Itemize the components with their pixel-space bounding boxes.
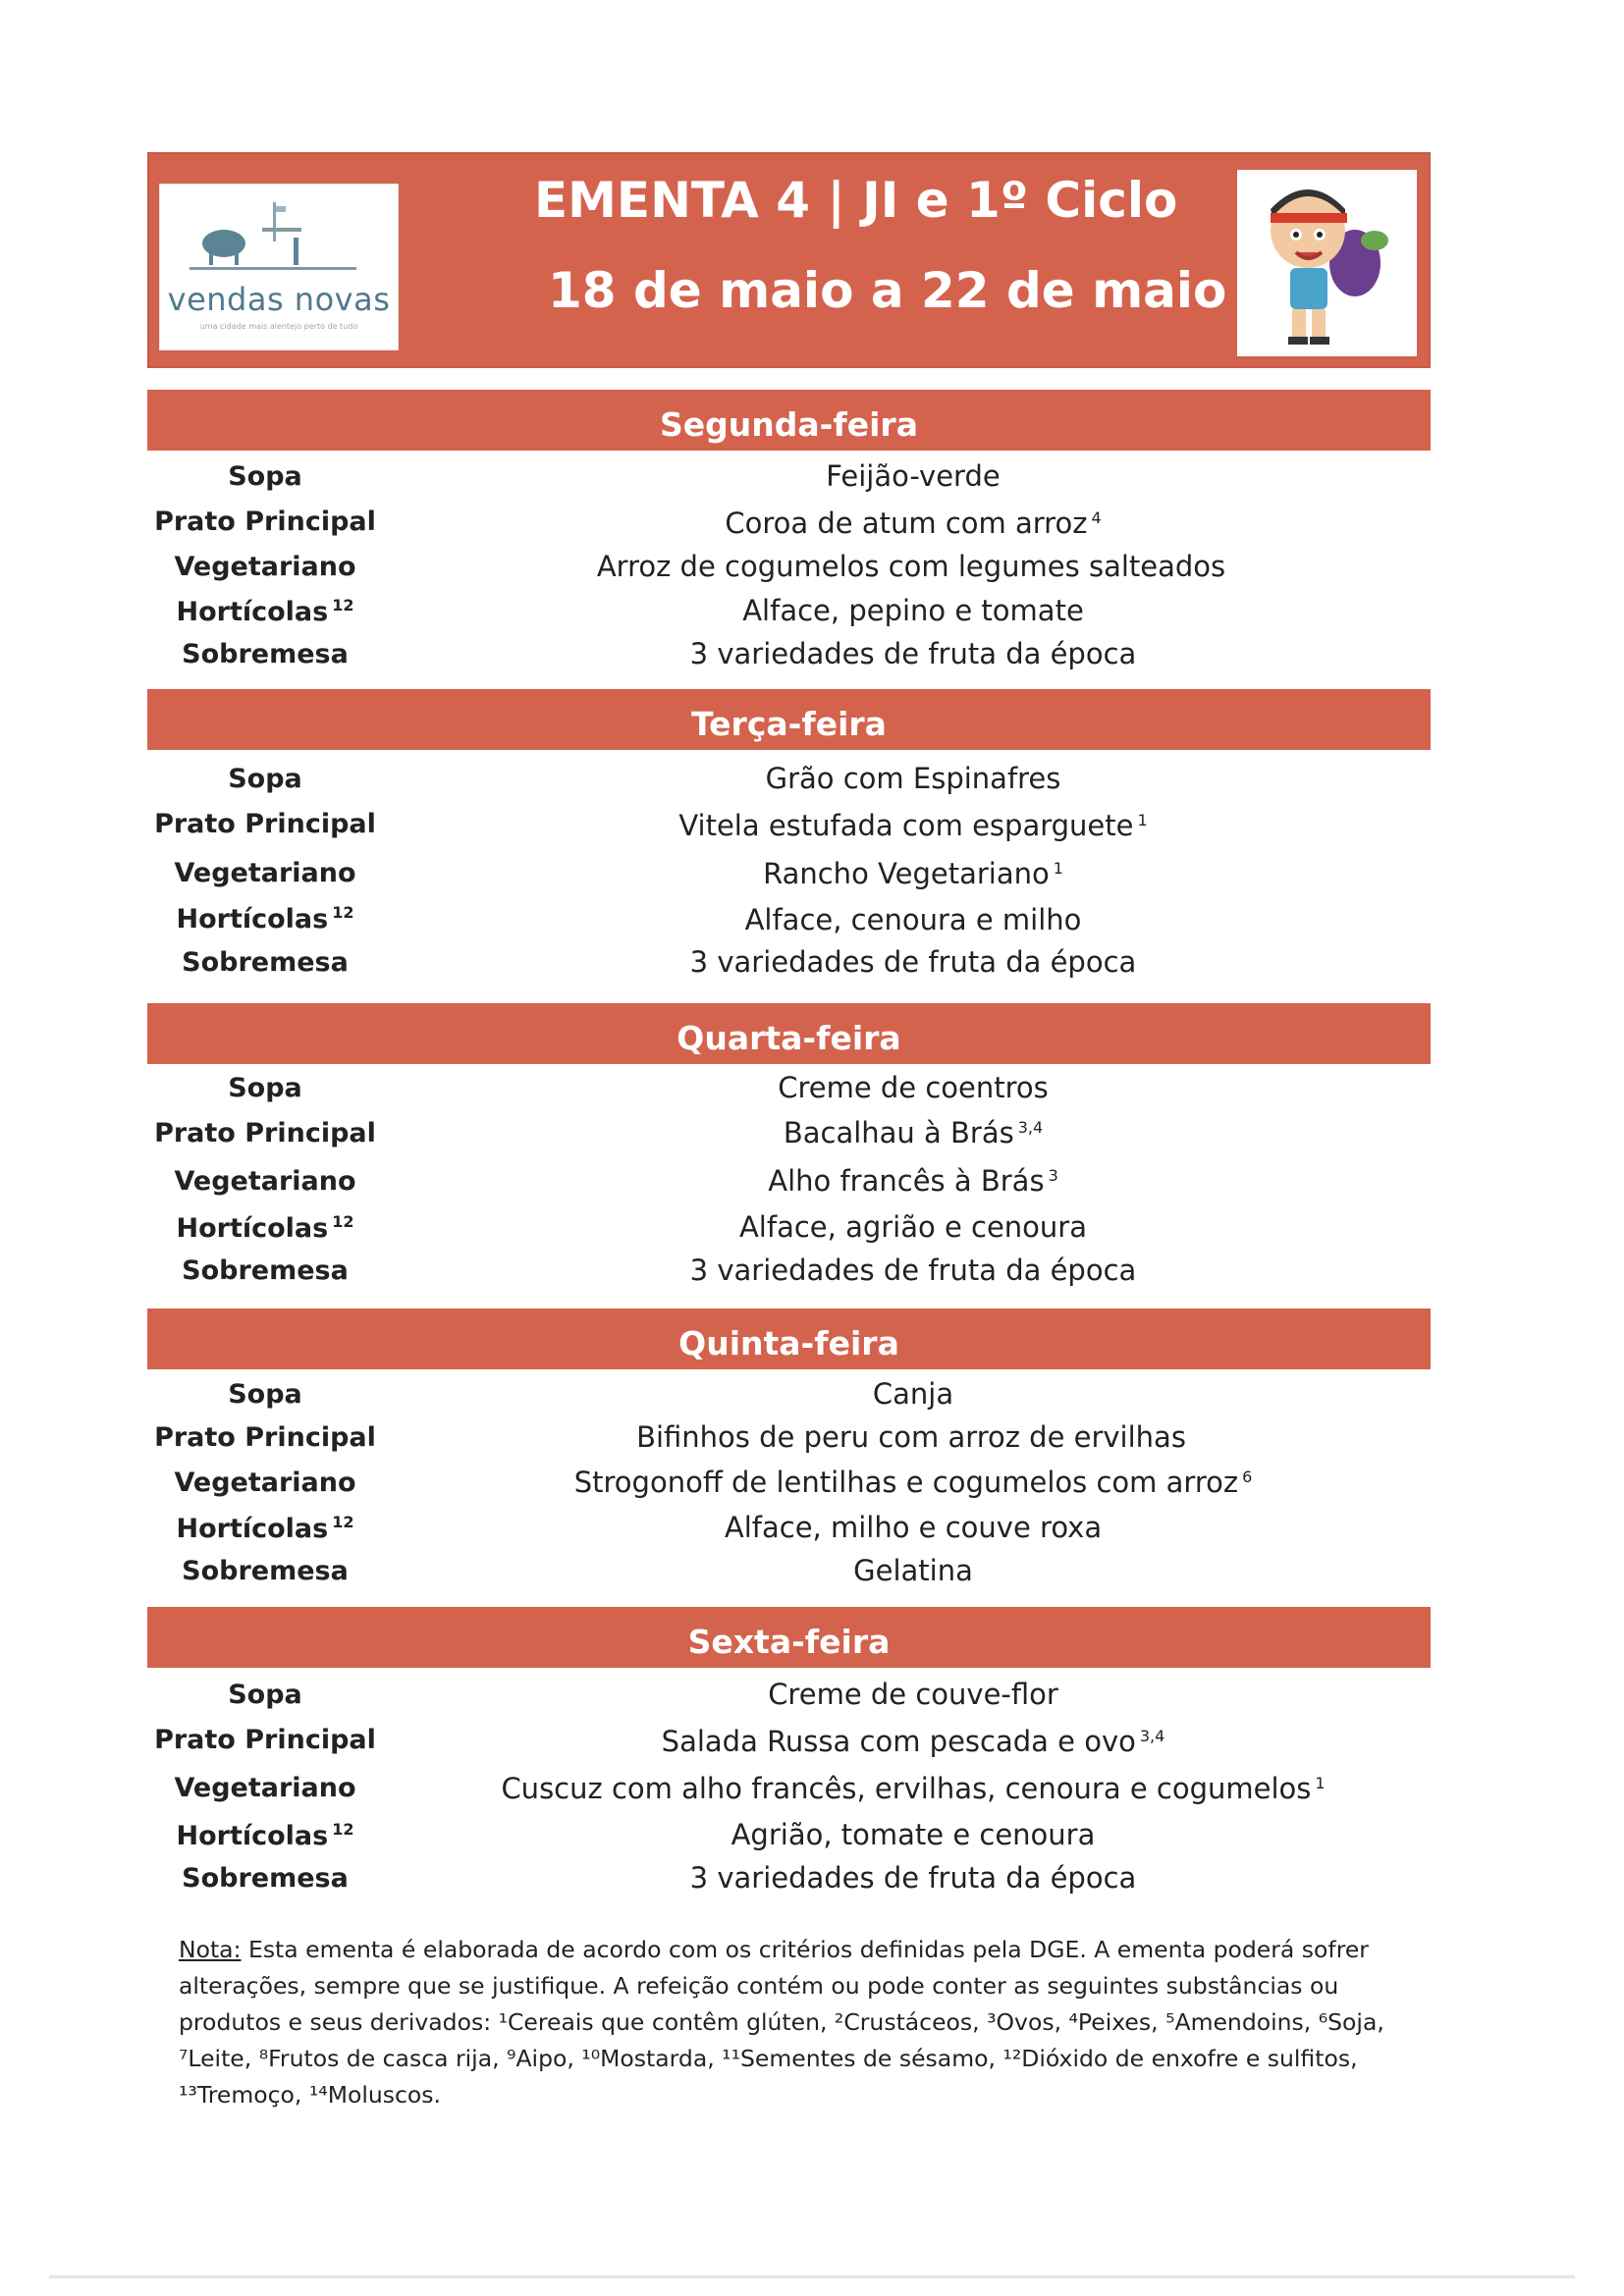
label-horticolas: Hortícolas $^{12}$ <box>176 1513 354 1544</box>
menu-title: EMENTA 4 | JI e 1º Ciclo <box>534 172 1178 229</box>
value-prato: Coroa de atum com arroz $^4$ <box>725 507 1102 540</box>
value-sopa: Feijão-verde <box>826 459 1001 493</box>
label-horticolas: Hortícolas $^{12}$ <box>176 1212 354 1244</box>
value-sobremesa: Gelatina <box>853 1554 973 1587</box>
day-header-quinta: Quinta-feira <box>147 1308 1431 1369</box>
header-banner <box>147 152 1431 368</box>
logo-tagline: uma cidade mais alentejo perto de tudo <box>199 322 358 331</box>
label-sobremesa: Sobremesa <box>182 1255 349 1286</box>
kid-with-eggplant-icon <box>1237 170 1417 356</box>
label-horticolas: Hortícolas $^{12}$ <box>176 903 354 934</box>
municipality-logo <box>159 184 399 350</box>
label-sobremesa: Sobremesa <box>182 1863 349 1894</box>
value-vegetariano: Cuscuz com alho francês, ervilhas, cenoura e cogumelos $^1$ <box>501 1772 1326 1805</box>
value-sopa: Creme de coentros <box>778 1071 1049 1104</box>
label-sopa: Sopa <box>228 461 302 492</box>
value-vegetariano: Strogonoff de lentilhas e cogumelos com arroz $^6$ <box>573 1466 1253 1499</box>
menu-date-range: 18 de maio a 22 de maio <box>548 262 1227 319</box>
note-lead: Nota: <box>179 1936 242 1963</box>
label-vegetariano: Vegetariano <box>174 1468 356 1498</box>
day-header-terca: Terça-feira <box>147 689 1431 750</box>
value-horticolas: Alface, milho e couve roxa <box>724 1511 1103 1544</box>
label-horticolas: Hortícolas $^{12}$ <box>176 1820 354 1851</box>
day-header-quarta: Quarta-feira <box>147 1003 1431 1064</box>
note-body: Esta ementa é elaborada de acordo com os critérios definidas pela DGE. A ementa poderá sofrer alterações, sempre que se justifique. A refeição contém ou pode conter as seguintes substâncias ou produtos e seus derivados: ¹Cereais que contêm glúten, ²Crustáceos, ³Ovos, ⁴Peixes, ⁵Amendoins, ⁶Soja, ⁷Leite, ⁸Frutos de casca rija, ⁹Aipo, ¹⁰Mostarda, ¹¹Sementes de sésamo, ¹²Dióxido de enxofre e sulfitos, ¹³Tremoço, ¹⁴Moluscos. <box>179 1936 1384 2109</box>
day-header-segunda: Segunda-feira <box>147 390 1431 451</box>
label-prato: Prato Principal <box>154 507 376 537</box>
value-sobremesa: 3 variedades de fruta da época <box>689 637 1137 670</box>
label-vegetariano: Vegetariano <box>174 1166 356 1197</box>
value-sopa: Canja <box>872 1377 954 1411</box>
value-horticolas: Alface, cenoura e milho <box>744 903 1082 936</box>
label-sopa: Sopa <box>228 1073 302 1103</box>
label-prato: Prato Principal <box>154 1725 376 1755</box>
label-sobremesa: Sobremesa <box>182 639 349 669</box>
label-sopa: Sopa <box>228 764 302 794</box>
label-prato: Prato Principal <box>154 809 376 839</box>
label-sobremesa: Sobremesa <box>182 1556 349 1586</box>
value-sobremesa: 3 variedades de fruta da época <box>689 945 1137 979</box>
value-vegetariano: Arroz de cogumelos com legumes salteados <box>596 550 1226 583</box>
value-horticolas: Agrião, tomate e cenoura <box>731 1818 1096 1851</box>
value-sobremesa: 3 variedades de fruta da época <box>689 1861 1137 1895</box>
label-vegetariano: Vegetariano <box>174 858 356 888</box>
day-header-sexta: Sexta-feira <box>147 1607 1431 1668</box>
value-prato: Salada Russa com pescada e ovo $^{3,4}$ <box>661 1725 1165 1758</box>
allergen-note <box>179 1932 1416 2113</box>
value-prato: Bifinhos de peru com arroz de ervilhas <box>636 1420 1186 1454</box>
value-prato: Bacalhau à Brás $^{3,4}$ <box>783 1116 1044 1149</box>
label-sopa: Sopa <box>228 1680 302 1710</box>
value-prato: Vitela estufada com esparguete $^1$ <box>678 809 1148 842</box>
label-vegetariano: Vegetariano <box>174 1773 356 1803</box>
label-prato: Prato Principal <box>154 1422 376 1453</box>
value-horticolas: Alface, agrião e cenoura <box>738 1210 1088 1244</box>
label-prato: Prato Principal <box>154 1118 376 1148</box>
page-bottom-rule <box>49 2275 1575 2278</box>
label-vegetariano: Vegetariano <box>174 552 356 582</box>
value-vegetariano: Rancho Vegetariano $^1$ <box>763 857 1063 890</box>
logo-landscape-icon <box>180 192 376 281</box>
label-sopa: Sopa <box>228 1379 302 1410</box>
value-sopa: Creme de couve-flor <box>768 1678 1058 1711</box>
label-sobremesa: Sobremesa <box>182 947 349 978</box>
value-vegetariano: Alho francês à Brás $^3$ <box>768 1164 1058 1198</box>
value-sobremesa: 3 variedades de fruta da época <box>689 1254 1137 1287</box>
value-horticolas: Alface, pepino e tomate <box>742 594 1084 627</box>
logo-text: vendas novas <box>167 281 391 318</box>
label-horticolas: Hortícolas $^{12}$ <box>176 596 354 627</box>
kid-illustration <box>1237 170 1417 356</box>
value-sopa: Grão com Espinafres <box>765 762 1061 795</box>
